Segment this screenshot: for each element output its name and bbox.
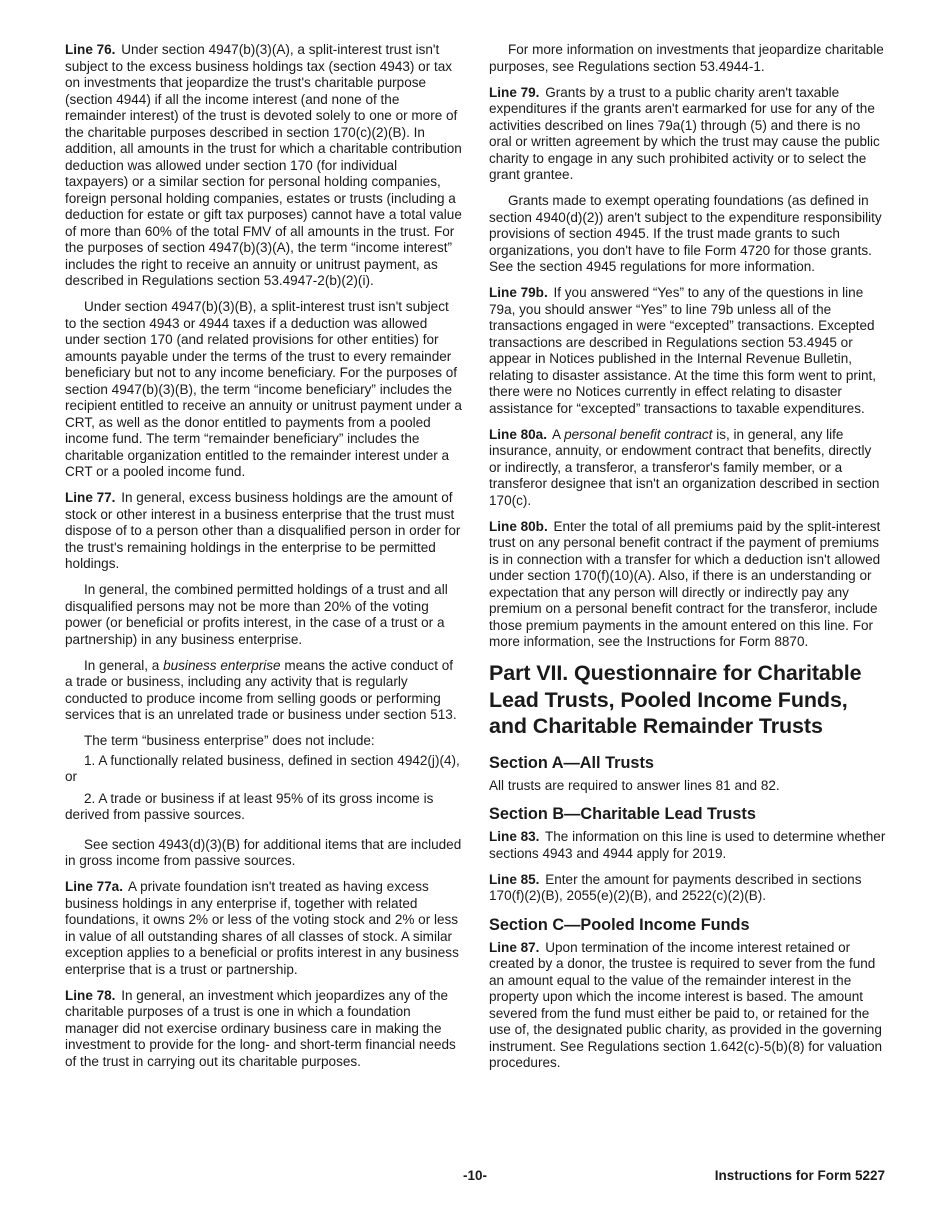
line-80b-paragraph xyxy=(489,519,886,651)
line-79-paragraph xyxy=(489,85,886,184)
line-77-heading: Line 77. xyxy=(65,490,116,505)
line-80b-heading: Line 80b. xyxy=(489,518,548,534)
line-80a-paragraph xyxy=(489,427,886,510)
line-78-heading: Line 78. xyxy=(65,987,116,1003)
line-79b-heading: Line 79b. xyxy=(489,285,548,300)
line-87-paragraph xyxy=(489,940,886,1072)
line-76-text: Under section 4947(b)(3)(A), a split-interest trust isn't subject to the excess business holdings tax (section 4943) or tax on investments that jeopardize the trust's charitable purpose (section 4944) if all the income interest (and none of the remainder interest) of the trust is devoted solely to one or more of the charitable purposes described in section 170(c)(2)(B). In addition, all amounts in the trust for which a charitable contribution deduction was allowed under section 170 (for individual taxpayers) or a similar section for personal holding companies, foreign personal holding companies, estates or trusts (including a deduction for estate or gift tax purposes) cannot have a total value of more than 60% of the total FMV of all amounts in the trust. For the purposes of section 4947(b)(3)(A), the term “income interest” includes the right to receive an annuity or unitrust payment, as described in Regulations section 53.4947-2(b)(2)(i). xyxy=(65,42,462,288)
line-83-paragraph xyxy=(489,829,886,862)
line-87-text: Upon termination of the income interest retained or created by a donor, the trustee is required to sever from the fund an amount equal to the value of the remainder interest in the property upon which the income interest is based. The amount severed from the fund must either be paid to, or retained for the use of, the designated public charity, as provided in the governing instrument. See Regulations section 1.642(c)-5(b)(8) for valuation procedures. xyxy=(489,939,883,1070)
business-enterprise-intro: In general, a xyxy=(84,657,164,673)
line-79-heading: Line 79. xyxy=(489,84,540,100)
line-80a-intro: A xyxy=(552,426,565,442)
business-enterprise-term: business enterprise xyxy=(163,657,281,673)
part-vii-title: Part VII. Questionnaire for Charitable Lead Trusts, Pooled Income Funds, and Charitable Remainder Trusts xyxy=(489,661,862,738)
line-77-paragraph-4: The term “business enterprise” does not include: xyxy=(84,733,375,748)
line-77a-text: A private foundation isn't treated as having excess business holdings in any enterprise if, together with related foundations, it owns 2% or less of the voting stock and 2% or less in value of all outstanding shares of all classes of stock. A similar exception applies to a beneficial or profits interest in any business enterprise that is a trust or partnership. xyxy=(65,879,459,977)
page-number: -10- xyxy=(462,1168,487,1183)
line-83-text: The information on this line is used to determine whether sections 4943 and 4944 apply for 2019. xyxy=(489,829,886,861)
line-76-paragraph xyxy=(65,42,462,290)
personal-benefit-contract-term: personal benefit contract xyxy=(564,426,713,442)
line-78-text: In general, an investment which jeopardizes any of the charitable purposes of a trust is one in which a foundation manager did not exercise ordinary business care in making the investment to provide for the long- and short-term financial needs of the trust in carrying out its charitable purposes. xyxy=(65,987,456,1069)
section-a-text: All trusts are required to answer lines 81 and 82. xyxy=(489,777,780,793)
line-85-text: Enter the amount for payments described in sections 170(f)(2)(B), 2055(e)(2)(B), and 2522(c)(2)(B). xyxy=(489,871,862,903)
line-78-paragraph xyxy=(65,988,462,1071)
line-76-paragraph-2: Under section 4947(b)(3)(B), a split-interest trust isn't subject to the section 4943 or 4944 taxes if a deduction was allowed under section 170 (and related provisions for other entities) for amounts payable under the terms of the trust to every remainder beneficiary but not to any income beneficiary. For the purposes of section 4947(b)(3)(B), the term “income beneficiary” includes the recipient entitled to receive an annuity or unitrust payment under a CRT, as well as the donor entitled to payments from a pooled income fund. The term “remainder beneficiary” includes the charitable organization entitled to the remainder interest under a CRT or a pooled income fund. xyxy=(65,299,462,479)
section-b-title: Section B—Charitable Lead Trusts xyxy=(489,805,756,823)
section-c-title: Section C—Pooled Income Funds xyxy=(489,915,750,934)
business-enterprise-definition: means the active conduct of a trade or business, including any activity that is regularly conducted to produce income from selling goods or performing services that is an unrelated trade or business under section 513. xyxy=(65,657,457,722)
line-77a-heading: Line 77a. xyxy=(65,879,123,894)
line-76-heading: Line 76. xyxy=(65,42,116,57)
right-column xyxy=(489,42,886,1081)
line-83-heading: Line 83. xyxy=(489,829,540,844)
line-77-paragraph-2: In general, the combined permitted holdings of a trust and all disqualified persons may not be more than 20% of the voting power (or beneficial or profits interest, in the case of a trust or a partnership) in any business enterprise. xyxy=(65,582,448,647)
line-79-paragraph-2: Grants made to exempt operating foundations (as defined in section 4940(d)(2)) aren't subject to the expenditure responsibility provisions of section 4945. If the trust made grants to such organizations, you don't have to file Form 4720 for those grants. See the section 4945 regulations for more information. xyxy=(489,193,882,274)
line-77-paragraph-5: See section 4943(d)(3)(B) for additional items that are included in gross income from passive sources. xyxy=(65,836,462,868)
left-column xyxy=(65,42,462,1080)
line-77-paragraph xyxy=(65,490,462,573)
line-79b-paragraph xyxy=(489,285,886,417)
line-77-paragraph-3 xyxy=(65,658,462,724)
line-80a-heading: Line 80a. xyxy=(489,426,547,442)
line-87-heading: Line 87. xyxy=(489,939,540,955)
line-80b-text: Enter the total of all premiums paid by the split-interest trust on any personal benefit contract if the payment of premiums is in connection with a transfer for which a deduction isn't allowed under section 170(f)(10)(A). Also, if there is an understanding or expectation that any person will directly or indirectly pay any premium on a personal benefit contract for the transferor, include those premium payments in the amount entered on this line. For more information, see the Instructions for Form 8870. xyxy=(489,518,881,649)
list-item-2: 2. A trade or business if at least 95% of its gross income is derived from passive sources. xyxy=(65,790,434,822)
line-79-text: Grants by a trust to a public charity aren't taxable expenditures if the grants aren't earmarked for use for any of the activities described on lines 79a(1) through (5) and there is no oral or written agreement by which the trust may cause the public charity to engage in any such prohibited activity or to select the grant grantee. xyxy=(489,84,880,182)
line-77a-paragraph xyxy=(65,879,462,978)
line-80a-text: is, in general, any life insurance, annuity, or endowment contract that benefits, directly or indirectly, a transferor, a transferor's family member, or a transferor designee that isn't an organization described in section 170(c). xyxy=(489,426,880,508)
line-85-heading: Line 85. xyxy=(489,871,540,887)
footer-form-title: Instructions for Form 5227 xyxy=(714,1168,885,1183)
line-79b-text: If you answered “Yes” to any of the questions in line 79a, you should answer “Yes” to line 79b unless all of the transactions engaged in were “excepted” transactions. Excepted transactions are described in Regulations section 53.4945 or appear in Notices published in the Internal Revenue Bulletin, relating to disaster assistance. At the time this form went to print, there were no Notices currently in effect relating to disaster assistance for “excepted” transactions to taxable expenditures. xyxy=(489,285,877,416)
section-a-title: Section A—All Trusts xyxy=(489,753,654,772)
line-77-text: In general, excess business holdings are the amount of stock or other interest in a business enterprise that the trust must dispose of to a person other than a disqualified person in order for the trust's remaining holdings in the enterprise to be permitted holdings. xyxy=(65,490,461,571)
line-78-paragraph-2: For more information on investments that jeopardize charitable purposes, see Regulations section 53.4944-1. xyxy=(489,42,884,74)
line-85-paragraph xyxy=(489,872,886,905)
list-item-1: 1. A functionally related business, defined in section 4942(j)(4), or xyxy=(65,752,460,784)
